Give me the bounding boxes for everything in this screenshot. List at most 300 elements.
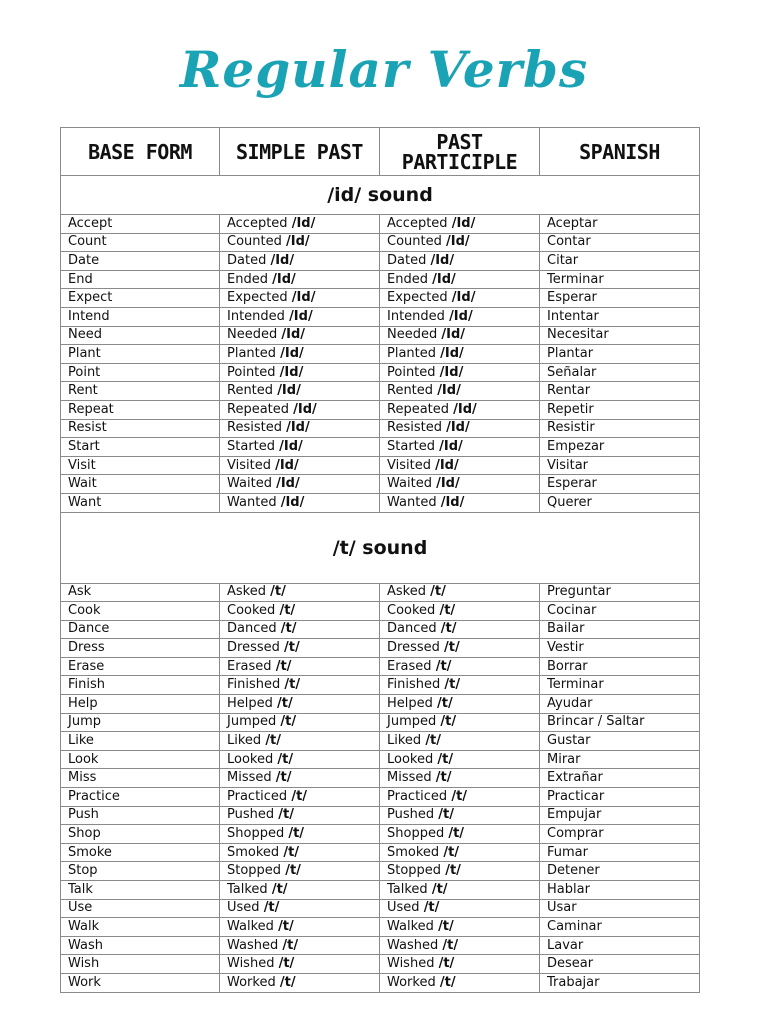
verb-text: Extrañar [547,770,603,786]
past-participle-cell [380,233,540,252]
simple-past-cell [220,825,380,844]
verbs-table [60,127,700,993]
past-participle-cell [380,973,540,992]
spanish-cell [540,769,700,788]
spanish-cell [540,973,700,992]
table-row [61,825,700,844]
spanish-cell [540,233,700,252]
simple-past-cell [220,419,380,438]
table-row [61,732,700,751]
sound-marker: /t/ [439,602,456,618]
base-form-cell [61,438,220,457]
base-form-cell [61,676,220,695]
past-participle-cell [380,382,540,401]
table-row [61,788,700,807]
simple-past-cell [220,252,380,271]
past-participle-cell [380,307,540,326]
verb-text: Erase [68,658,105,674]
verb-text: Walk [68,918,100,934]
base-form-cell [61,252,220,271]
past-participle-cell [380,788,540,807]
table-row [61,713,700,732]
verb-text: Walked [387,918,434,934]
header-simple-past: SIMPLE PAST [220,128,380,176]
past-participle-cell [380,695,540,714]
base-form-cell [61,382,220,401]
sound-marker: /Id/ [280,494,305,510]
sound-marker: /t/ [278,807,294,823]
spanish-cell [540,400,700,419]
simple-past-cell [220,695,380,714]
verb-text: Erased [387,658,432,674]
past-participle-cell [380,400,540,419]
verb-text: Intentar [547,308,599,324]
sound-marker: /t/ [438,956,455,972]
verb-text: Comprar [547,826,604,842]
base-form-cell [61,695,220,714]
verb-text: Terminar [547,677,604,693]
past-participle-cell [380,862,540,881]
base-form-cell [61,307,220,326]
table-row [61,438,700,457]
spanish-cell [540,676,700,695]
past-participle-cell [380,456,540,475]
page-title: Regular Verbs [179,40,589,99]
spanish-cell [540,657,700,676]
sound-marker: /Id/ [437,383,461,399]
sound-marker: /t/ [435,770,452,786]
verb-text: Dressed [387,640,440,656]
simple-past-cell [220,918,380,937]
verb-text: Walked [227,918,274,934]
section-row [61,512,700,583]
verb-text: Stopped [387,863,442,879]
verb-text: Ended [387,271,428,287]
table-row [61,620,700,639]
spanish-cell [540,620,700,639]
simple-past-cell [220,843,380,862]
sound-marker: /t/ [423,900,440,916]
verb-text: Jumped [387,714,437,730]
sound-marker: /t/ [445,863,461,879]
spanish-cell [540,825,700,844]
verb-text: Preguntar [547,584,611,600]
table-row [61,750,700,769]
spanish-cell [540,382,700,401]
base-form-cell [61,400,220,419]
table-row [61,326,700,345]
sound-marker: /t/ [278,956,295,972]
simple-past-cell [220,788,380,807]
verb-text: Bailar [547,621,585,637]
table-row [61,769,700,788]
table-row [61,252,700,271]
simple-past-cell [220,363,380,382]
sound-marker: /Id/ [286,234,310,250]
base-form-cell [61,456,220,475]
sound-marker: /t/ [444,640,460,656]
sound-marker: /t/ [284,677,301,693]
base-form-cell [61,639,220,658]
sound-marker: /t/ [291,788,308,804]
sound-marker: /t/ [440,621,457,637]
table-row [61,657,700,676]
verb-text: Counted [387,234,442,250]
simple-past-cell [220,881,380,900]
verb-text: Desear [547,956,594,972]
base-form-cell [61,233,220,252]
verb-text: Cooked [227,602,276,618]
verb-text: Intend [68,308,110,324]
verb-text: Started [227,438,276,454]
verb-text: Dressed [227,640,280,656]
simple-past-cell [220,326,380,345]
sound-marker: /Id/ [270,252,295,268]
sound-marker: /t/ [282,937,299,953]
verb-text: Finished [387,677,441,693]
past-participle-cell [380,270,540,289]
sound-marker: /t/ [284,640,300,656]
sound-marker: /t/ [437,751,454,767]
table-row [61,233,700,252]
verb-text: Point [68,364,101,380]
sound-marker: /Id/ [446,420,470,436]
simple-past-cell [220,676,380,695]
verb-text: Empezar [547,438,605,454]
past-participle-cell [380,881,540,900]
verb-text: Push [68,807,99,823]
verb-text: Helped [227,695,273,711]
verb-text: Erased [227,658,272,674]
simple-past-cell [220,862,380,881]
simple-past-cell [220,639,380,658]
sound-marker: /Id/ [451,215,476,231]
past-participle-cell [380,713,540,732]
verb-text: Ask [68,584,92,600]
verb-text: Missed [227,770,272,786]
simple-past-cell [220,307,380,326]
verb-text: Wished [227,956,275,972]
past-participle-cell [380,732,540,751]
simple-past-cell [220,583,380,602]
sound-marker: /t/ [451,788,468,804]
verb-text: Querer [547,494,592,510]
sound-marker: /t/ [275,770,292,786]
base-form-cell [61,289,220,308]
verb-text: Usar [547,900,577,916]
verb-text: Ayudar [547,695,593,711]
verb-text: Danced [387,621,437,637]
sound-marker: /Id/ [275,457,299,473]
simple-past-cell [220,955,380,974]
verb-text: Liked [387,733,422,749]
verb-text: Cook [68,602,101,618]
verb-text: Practiced [227,788,288,804]
verb-text: Rented [387,383,434,399]
spanish-cell [540,750,700,769]
simple-past-cell [220,233,380,252]
verb-text: Resisted [227,420,282,436]
sound-marker: /t/ [280,621,297,637]
verb-text: Gustar [547,733,591,749]
past-participle-cell [380,419,540,438]
base-form-cell [61,806,220,825]
sound-marker: /t/ [440,714,457,730]
verb-text: Smoked [227,844,280,860]
verb-text: Rentar [547,383,591,399]
sound-marker: /t/ [279,974,296,990]
verb-text: Fumar [547,844,588,860]
simple-past-cell [220,750,380,769]
header-spanish: SPANISH [540,128,700,176]
table-row [61,289,700,308]
table-row [61,270,700,289]
verb-text: Accepted [227,215,288,231]
verb-text: Wash [68,937,104,953]
verb-text: Miss [68,770,97,786]
past-participle-cell [380,825,540,844]
table-row [61,806,700,825]
verb-text: Shopped [227,826,285,842]
spanish-cell [540,326,700,345]
simple-past-cell [220,493,380,512]
header-base-form: BASE FORM [61,128,220,176]
section-heading: /t/ sound [61,512,700,583]
spanish-cell [540,955,700,974]
sound-marker: /Id/ [449,308,473,324]
simple-past-cell [220,620,380,639]
verb-text: Count [68,234,107,250]
base-form-cell [61,881,220,900]
table-row [61,955,700,974]
verb-text: Empujar [547,807,602,823]
table-row [61,881,700,900]
spanish-cell [540,215,700,234]
verb-text: Waited [227,476,272,492]
past-participle-cell [380,620,540,639]
base-form-cell [61,936,220,955]
verb-text: Helped [387,695,433,711]
verb-text: Repeated [387,401,450,417]
sound-marker: /t/ [438,807,454,823]
verb-text: Looked [387,751,434,767]
base-form-cell [61,345,220,364]
sound-marker: /Id/ [432,271,456,287]
sound-marker: /t/ [278,918,294,934]
spanish-cell [540,713,700,732]
spanish-cell [540,806,700,825]
table-row [61,695,700,714]
simple-past-cell [220,713,380,732]
verb-text: Jump [68,714,101,730]
sound-marker: /t/ [277,695,293,711]
verb-text: Ended [227,271,268,287]
verb-text: Dance [68,621,110,637]
verb-text: Expected [387,290,448,306]
table-row [61,307,700,326]
sound-marker: /Id/ [451,290,476,306]
header-past-participle: PAST PARTICIPLE [380,128,540,176]
past-participle-cell [380,475,540,494]
spanish-cell [540,602,700,621]
verb-text: Practiced [387,788,448,804]
verb-text: Contar [547,234,591,250]
verb-text: Planted [227,345,277,361]
table-row [61,936,700,955]
base-form-cell [61,583,220,602]
verb-text: Borrar [547,658,588,674]
spanish-cell [540,345,700,364]
sound-marker: /Id/ [286,420,310,436]
base-form-cell [61,419,220,438]
past-participle-cell [380,769,540,788]
verb-text: Smoke [68,844,112,860]
verb-text: Wanted [387,494,437,510]
simple-past-cell [220,345,380,364]
base-form-cell [61,825,220,844]
sound-marker: /Id/ [439,438,463,454]
verb-text: Washed [387,937,439,953]
verb-text: Accepted [387,215,448,231]
spanish-cell [540,936,700,955]
sound-marker: /t/ [283,844,300,860]
past-participle-cell [380,843,540,862]
spanish-cell [540,788,700,807]
verb-text: Repeated [227,401,290,417]
verb-text: Citar [547,252,579,268]
verb-text: Talked [387,881,428,897]
base-form-cell [61,493,220,512]
past-participle-cell [380,936,540,955]
verb-text: Rent [68,383,98,399]
table-row [61,973,700,992]
verb-text: Finish [68,677,106,693]
verb-text: Visitar [547,457,589,473]
sound-marker: /t/ [437,695,453,711]
sound-marker: /t/ [265,733,282,749]
base-form-cell [61,215,220,234]
spanish-cell [540,881,700,900]
verb-text: Wanted [227,494,277,510]
verb-text: Intended [387,308,445,324]
spanish-cell [540,639,700,658]
verb-text: Date [68,252,100,268]
past-participle-cell [380,493,540,512]
verb-text: Pushed [387,807,435,823]
simple-past-cell [220,732,380,751]
sound-marker: /Id/ [276,476,300,492]
table-row [61,456,700,475]
sound-marker: /Id/ [453,401,477,417]
table-row [61,400,700,419]
spanish-cell [540,732,700,751]
verb-text: Stopped [227,863,282,879]
simple-past-cell [220,806,380,825]
table-row [61,215,700,234]
verb-text: End [68,271,93,287]
sound-marker: /Id/ [291,290,316,306]
verb-text: Resistir [547,420,595,436]
verb-text: Trabajar [547,974,600,990]
base-form-cell [61,862,220,881]
spanish-cell [540,419,700,438]
sound-marker: /t/ [448,826,465,842]
sound-marker: /t/ [442,937,459,953]
verb-text: Missed [387,770,432,786]
sound-marker: /t/ [288,826,305,842]
table-row [61,583,700,602]
simple-past-cell [220,438,380,457]
sound-marker: /t/ [435,658,452,674]
verb-text: Smoked [387,844,440,860]
base-form-cell [61,769,220,788]
sound-marker: /Id/ [436,476,460,492]
verb-text: Used [227,900,260,916]
sound-marker: /t/ [270,584,286,600]
spanish-cell [540,695,700,714]
verb-text: Expected [227,290,288,306]
simple-past-cell [220,382,380,401]
verb-text: Esperar [547,476,597,492]
verb-text: Like [68,733,94,749]
simple-past-cell [220,899,380,918]
table-row [61,345,700,364]
verb-text: Used [387,900,420,916]
table-row [61,493,700,512]
verb-text: Hablar [547,881,590,897]
base-form-cell [61,363,220,382]
base-form-cell [61,955,220,974]
sound-marker: /Id/ [291,215,316,231]
sound-marker: /Id/ [293,401,317,417]
past-participle-cell [380,639,540,658]
sound-marker: /Id/ [430,252,455,268]
base-form-cell [61,918,220,937]
base-form-cell [61,750,220,769]
verb-text: Talked [227,881,268,897]
verb-text: Plantar [547,345,594,361]
verb-text: Cocinar [547,602,597,618]
table-row [61,475,700,494]
sound-marker: /Id/ [280,345,304,361]
verb-text: Work [68,974,101,990]
verb-text: Danced [227,621,277,637]
verb-text: Needed [387,327,438,343]
verb-text: Visit [68,457,96,473]
verb-text: Worked [387,974,436,990]
verb-text: Caminar [547,918,602,934]
verb-text: Dated [227,252,267,268]
sound-marker: /Id/ [440,494,465,510]
simple-past-cell [220,456,380,475]
verb-text: Finished [227,677,281,693]
base-form-cell [61,270,220,289]
past-participle-cell [380,326,540,345]
verb-text: Visited [387,457,431,473]
spanish-cell [540,363,700,382]
sound-marker: /t/ [425,733,442,749]
past-participle-cell [380,252,540,271]
past-participle-cell [380,438,540,457]
sound-marker: /t/ [271,881,288,897]
table-row [61,382,700,401]
base-form-cell [61,475,220,494]
sound-marker: /Id/ [272,271,296,287]
past-participle-cell [380,583,540,602]
spanish-cell [540,475,700,494]
verb-text: Look [68,751,99,767]
verb-text: Counted [227,234,282,250]
